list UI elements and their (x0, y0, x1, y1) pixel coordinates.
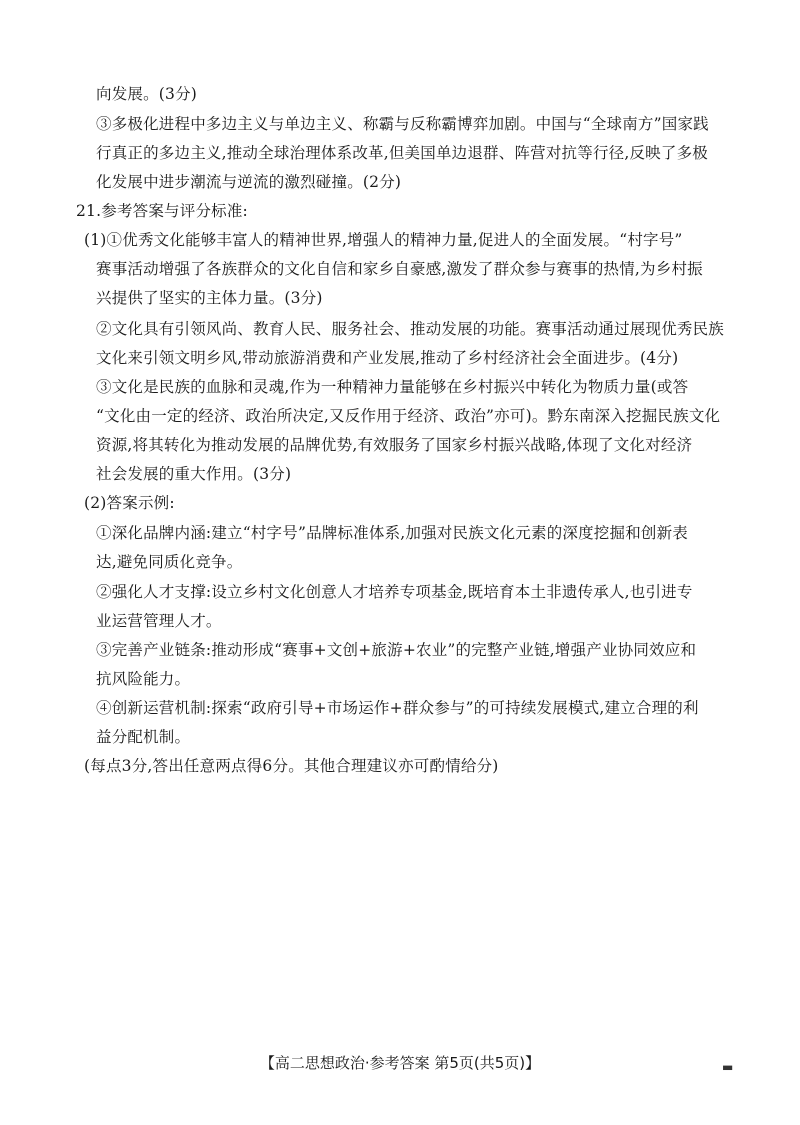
text-line: 社会发展的重大作用。(3分) (96, 465, 292, 483)
sub-heading: (2)答案示例: (84, 494, 175, 512)
text-line: ①深化品牌内涵:建立“村字号”品牌标准体系,加强对民族文化元素的深度挖掘和创新表 (96, 524, 688, 542)
text-line: 文化来引领文明乡风,带动旅游消费和产业发展,推动了乡村经济社会全面进步。(4分) (96, 349, 679, 367)
text-line: 达,避免同质化竞争。 (96, 553, 243, 571)
text-line: ②强化人才支撑:设立乡村文化创意人才培养专项基金,既培育本土非遗传承人,也引进专 (96, 583, 693, 601)
text-line: 行真正的多边主义,推动全球治理体系改革,但美国单边退群、阵营对抗等行径,反映了多极 (96, 144, 708, 162)
text-line: “文化由一定的经济、政治所决定,又反作用于经济、政治”亦可)。黔东南深入挖掘民族文化 (96, 407, 721, 425)
text-line: 益分配机制。 (96, 728, 191, 746)
corner-mark: ▬ (722, 1060, 734, 1074)
text-line: ③完善产业链条:推动形成“赛事+文创+旅游+农业”的完整产业链,增强产业协同效应和 (96, 641, 697, 659)
page-footer: 【高二思想政治·参考答案 第5页(共5页)】 (259, 1054, 541, 1072)
text-line: 业运营管理人才。 (96, 612, 222, 630)
text-line: 资源,将其转化为推动发展的品牌优势,有效服务了国家乡村振兴战略,体现了文化对经济 (96, 436, 693, 454)
text-line: ③多极化进程中多边主义与单边主义、称霸与反称霸博弈加剧。中国与“全球南方”国家践 (96, 115, 709, 133)
text-line: 向发展。(3分) (96, 85, 198, 103)
question-heading: 21.参考答案与评分标准: (76, 202, 248, 220)
text-line: 兴提供了坚实的主体力量。(3分) (96, 289, 323, 307)
text-line: (1)①优秀文化能够丰富人的精神世界,增强人的精神力量,促进人的全面发展。“村字号” (84, 231, 683, 249)
text-line: 赛事活动增强了各族群众的文化自信和家乡自豪感,激发了群众参与赛事的热情,为乡村振 (96, 260, 703, 278)
text-line: ③文化是民族的血脉和灵魂,作为一种精神力量能够在乡村振兴中转化为物质力量(或答 (96, 378, 689, 396)
text-line: ④创新运营机制:探索“政府引导+市场运作+群众参与”的可持续发展模式,建立合理的利 (96, 699, 699, 717)
text-line: 抗风险能力。 (96, 670, 191, 688)
text-line: 化发展中进步潮流与逆流的激烈碰撞。(2分) (96, 173, 402, 191)
scoring-note: (每点3分,答出任意两点得6分。其他合理建议亦可酌情给分) (84, 757, 499, 775)
text-line: ②文化具有引领风尚、教育人民、服务社会、推动发展的功能。赛事活动通过展现优秀民族 (96, 320, 725, 338)
